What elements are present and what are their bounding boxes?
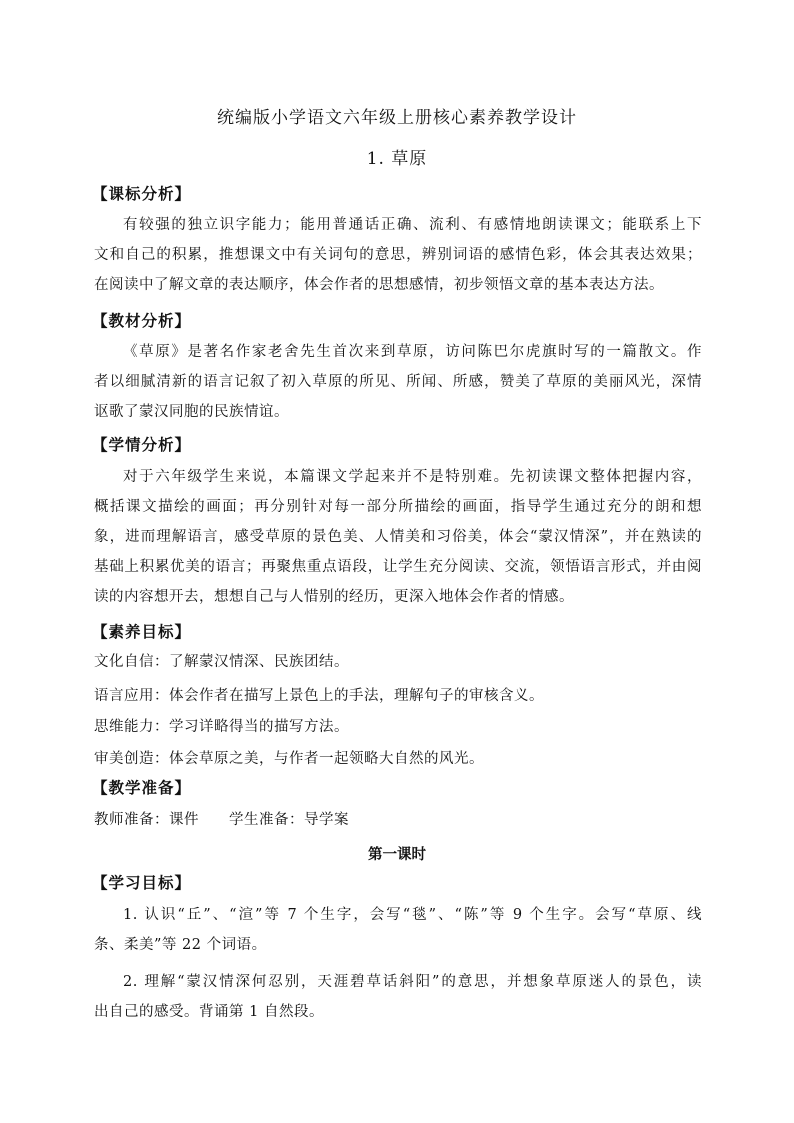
objective-line: 条、柔美”等 22 个词语。 xyxy=(94,937,267,953)
goal-item-culture: 文化自信：了解蒙汉情深、民族团结。 xyxy=(94,654,349,670)
objective-line: 1. 认识“丘”、“渲”等 7 个生字，会写“毯”、“陈”等 9 个生字。会写“草原、线 xyxy=(123,907,702,923)
objectives-heading: 【学习目标】 xyxy=(92,874,192,892)
document-title: 统编版小学语文六年级上册核心素养教学设计 xyxy=(217,108,577,128)
preparation-heading: 【教学准备】 xyxy=(92,779,192,797)
lesson-title: 1. 草原 xyxy=(366,149,428,169)
goal-item-language: 语言应用：体会作者在描写上景色上的手法，理解句子的审核含义。 xyxy=(94,688,544,704)
textbook-line: 讴歌了蒙汉同胞的民族情谊。 xyxy=(94,404,289,420)
textbook-paragraph xyxy=(94,337,702,427)
goal-item-thinking: 思维能力：学习详略得当的描写方法。 xyxy=(94,719,349,735)
preparation-line xyxy=(94,809,349,831)
textbook-line: 《草原》是著名作家老舍先生首次来到草原，访问陈巴尔虎旗时写的一篇散文。作 xyxy=(123,344,702,360)
teacher-preparation: 教师准备：课件 xyxy=(94,812,199,828)
curriculum-paragraph xyxy=(94,210,702,300)
session-title: 第一课时 xyxy=(368,847,426,863)
curriculum-line: 有较强的独立识字能力；能用普通话正确、流利、有感情地朗读课文；能联系上下 xyxy=(123,217,702,233)
objective-item-2 xyxy=(94,967,702,1027)
students-line: 概括课文描绘的画面；再分别针对每一部分所描绘的画面，指导学生通过充分的朗和想 xyxy=(94,499,702,515)
objective-line: 出自己的感受。背诵第 1 自然段。 xyxy=(94,1004,324,1020)
curriculum-line: 在阅读中了解文章的表达顺序，体会作者的思想感情，初步领悟文章的基本表达方法。 xyxy=(94,277,664,293)
goal-item-aesthetics: 审美创造：体会草原之美，与作者一起领略大自然的风光。 xyxy=(94,751,484,767)
curriculum-heading: 【课标分析】 xyxy=(92,185,192,203)
textbook-heading: 【教材分析】 xyxy=(92,312,192,330)
students-line: 基础上积累优美的语言；再聚焦重点语段，让学生充分阅读、交流，领悟语言形式，并由阅 xyxy=(94,559,702,575)
curriculum-line: 文和自己的积累，推想课文中有关词句的意思，辨别词语的感情色彩，体会其表达效果； xyxy=(94,247,702,263)
students-heading: 【学情分析】 xyxy=(92,436,192,454)
textbook-line: 者以细腻清新的语言记叙了初入草原的所见、所闻、所感，赞美了草原的美丽风光，深情 xyxy=(94,374,702,390)
objective-item-1 xyxy=(94,900,702,960)
goals-heading: 【素养目标】 xyxy=(92,623,192,641)
students-paragraph xyxy=(94,462,702,612)
students-line: 对于六年级学生来说，本篇课文学起来并不是特别难。先初读课文整体把握内容， xyxy=(123,469,702,485)
student-preparation: 学生准备：导学案 xyxy=(229,812,349,828)
students-line: 读的内容想开去，想想自己与人惜别的经历，更深入地体会作者的情感。 xyxy=(94,589,574,605)
students-line: 象，进而理解语言，感受草原的景色美、人情美和习俗美，体会“蒙汉情深”，并在熟读的 xyxy=(94,529,702,545)
objective-line: 2. 理解“蒙汉情深何忍别，天涯碧草话斜阳”的意思，并想象草原迷人的景色，读 xyxy=(123,974,702,990)
